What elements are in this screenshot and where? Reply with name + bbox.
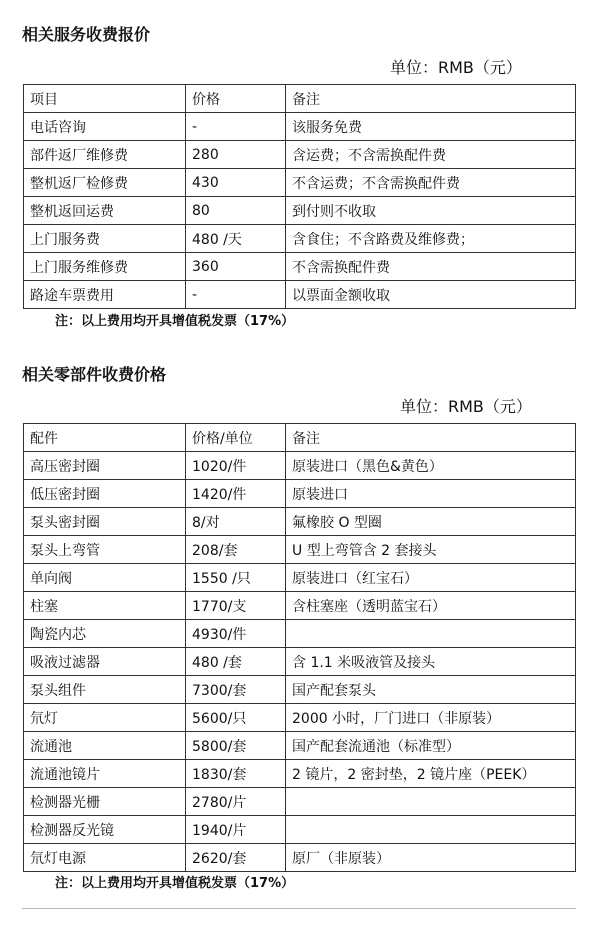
header-part: 配件 <box>24 424 186 452</box>
table-row <box>24 281 576 309</box>
header-remark: 备注 <box>286 85 576 113</box>
cell-item: 上门服务费 <box>24 225 186 253</box>
cell-price: 360 <box>186 253 286 281</box>
cell-item: 电话咨询 <box>24 113 186 141</box>
cell-remark: 不含需换配件费 <box>286 253 576 281</box>
cell-remark: 国产配套流通池（标准型） <box>286 732 576 760</box>
cell-price: 280 <box>186 141 286 169</box>
parts-unit-label: 单位：RMB（元） <box>400 397 532 416</box>
cell-price: 2620/套 <box>186 844 286 872</box>
cell-remark: U 型上弯管含 2 套接头 <box>286 536 576 564</box>
cell-part: 泵头上弯管 <box>24 536 186 564</box>
cell-remark: 氟橡胶 O 型圈 <box>286 508 576 536</box>
cell-remark <box>286 788 576 816</box>
cell-price: 1940/片 <box>186 816 286 844</box>
cell-remark <box>286 816 576 844</box>
cell-price: 1550 /只 <box>186 564 286 592</box>
services-tax-note: 注：以上费用均开具增值税发票（17%） <box>55 314 295 329</box>
cell-price: 2780/片 <box>186 788 286 816</box>
cell-remark: 以票面金额收取 <box>286 281 576 309</box>
table-row <box>24 844 576 872</box>
parts-title: 相关零部件收费价格 <box>22 365 167 384</box>
bottom-divider <box>22 908 576 909</box>
cell-remark: 2000 小时，厂门进口（非原装） <box>286 704 576 732</box>
table-row <box>24 788 576 816</box>
table-row <box>24 648 576 676</box>
cell-price: 208/套 <box>186 536 286 564</box>
table-row <box>24 564 576 592</box>
cell-price: 430 <box>186 169 286 197</box>
cell-part: 低压密封圈 <box>24 480 186 508</box>
header-item: 项目 <box>24 85 186 113</box>
cell-price: 5600/只 <box>186 704 286 732</box>
cell-remark: 含食住；不含路费及维修费； <box>286 225 576 253</box>
table-row <box>24 676 576 704</box>
header-remark: 备注 <box>286 424 576 452</box>
cell-part: 柱塞 <box>24 592 186 620</box>
cell-part: 流通池镜片 <box>24 760 186 788</box>
table-row <box>24 620 576 648</box>
table-row <box>24 816 576 844</box>
parts-tax-note: 注：以上费用均开具增值税发票（17%） <box>55 876 295 891</box>
table-row <box>24 452 576 480</box>
cell-part: 高压密封圈 <box>24 452 186 480</box>
table-row <box>24 536 576 564</box>
cell-item: 路途车票费用 <box>24 281 186 309</box>
cell-item: 部件返厂维修费 <box>24 141 186 169</box>
table-row <box>24 141 576 169</box>
cell-price: 1830/套 <box>186 760 286 788</box>
table-row <box>24 592 576 620</box>
table-header-row <box>24 424 576 452</box>
cell-price: 1420/件 <box>186 480 286 508</box>
services-price-table <box>23 84 576 309</box>
cell-remark: 含运费；不含需换配件费 <box>286 141 576 169</box>
table-row <box>24 760 576 788</box>
header-price-unit: 价格/单位 <box>186 424 286 452</box>
cell-part: 泵头密封圈 <box>24 508 186 536</box>
cell-item: 整机返回运费 <box>24 197 186 225</box>
cell-price: 4930/件 <box>186 620 286 648</box>
cell-part: 检测器反光镜 <box>24 816 186 844</box>
cell-item: 上门服务维修费 <box>24 253 186 281</box>
cell-price: - <box>186 113 286 141</box>
cell-remark: 2 镜片，2 密封垫，2 镜片座（PEEK） <box>286 760 576 788</box>
services-title: 相关服务收费报价 <box>22 25 151 44</box>
cell-price: 1770/支 <box>186 592 286 620</box>
cell-part: 吸液过滤器 <box>24 648 186 676</box>
table-row <box>24 508 576 536</box>
header-price: 价格 <box>186 85 286 113</box>
table-row <box>24 197 576 225</box>
table-row <box>24 225 576 253</box>
cell-part: 陶瓷内芯 <box>24 620 186 648</box>
services-unit-label: 单位：RMB（元） <box>390 58 522 77</box>
cell-price: 480 /套 <box>186 648 286 676</box>
cell-price: - <box>186 281 286 309</box>
cell-part: 氘灯 <box>24 704 186 732</box>
cell-remark: 原装进口 <box>286 480 576 508</box>
cell-remark: 原装进口（黑色&黄色） <box>286 452 576 480</box>
cell-price: 480 /天 <box>186 225 286 253</box>
table-header-row <box>24 85 576 113</box>
cell-remark: 含 1.1 米吸液管及接头 <box>286 648 576 676</box>
cell-remark: 国产配套泵头 <box>286 676 576 704</box>
cell-remark: 不含运费；不含需换配件费 <box>286 169 576 197</box>
table-row <box>24 169 576 197</box>
cell-part: 氘灯电源 <box>24 844 186 872</box>
table-row <box>24 704 576 732</box>
cell-price: 8/对 <box>186 508 286 536</box>
cell-price: 80 <box>186 197 286 225</box>
table-row <box>24 480 576 508</box>
cell-part: 检测器光栅 <box>24 788 186 816</box>
cell-remark <box>286 620 576 648</box>
table-row <box>24 732 576 760</box>
cell-price: 5800/套 <box>186 732 286 760</box>
cell-price: 1020/件 <box>186 452 286 480</box>
cell-remark: 该服务免费 <box>286 113 576 141</box>
cell-remark: 到付则不收取 <box>286 197 576 225</box>
cell-part: 流通池 <box>24 732 186 760</box>
cell-item: 整机返厂检修费 <box>24 169 186 197</box>
cell-remark: 原装进口（红宝石） <box>286 564 576 592</box>
cell-part: 泵头组件 <box>24 676 186 704</box>
table-row <box>24 253 576 281</box>
table-row <box>24 113 576 141</box>
cell-price: 7300/套 <box>186 676 286 704</box>
cell-part: 单向阀 <box>24 564 186 592</box>
cell-remark: 原厂（非原装） <box>286 844 576 872</box>
cell-remark: 含柱塞座（透明蓝宝石） <box>286 592 576 620</box>
parts-price-table <box>23 423 576 872</box>
